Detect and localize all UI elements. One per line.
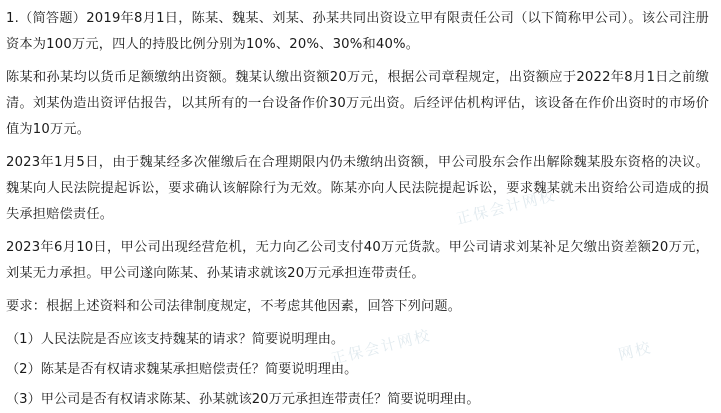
question-requirement-paragraph: 要求：根据上述资料和公司法律制度规定，不考虑其他因素，回答下列问题。 — [6, 299, 462, 314]
sub-question-2: （2）陈某是否有权请求魏某承担赔偿责任？简要说明理由。 — [6, 362, 358, 377]
question-stem-paragraph-4: 2023年6月10日，甲公司出现经营危机，无力向乙公司支付40万元货款。甲公司请求刘某补足欠缴出资差额20万元，刘某无力承担。甲公司遂向陈某、孙某请求就该20万元承担连带责任。 — [6, 240, 709, 281]
watermark-text: 网校 — [616, 338, 654, 364]
sub-question-3: （3）甲公司是否有权请求陈某、孙某就该20万元承担连带责任？简要说明理由。 — [6, 392, 480, 407]
watermark-text: 正保会计网校 — [329, 325, 433, 369]
question-stem-paragraph-3: 2023年1月5日，由于魏某经多次催缴后在合理期限内仍未缴纳出资额，甲公司股东会作出解除魏某股东资格的决议。魏某向人民法院提起诉讼，要求确认该解除行为无效。陈某亦向人民法院提起诉讼，要求魏某就未出资给公司造成的损失承担赔偿责任。 — [6, 155, 709, 222]
watermark-text: 正保会计网校 — [454, 185, 558, 229]
sub-question-1: （1）人民法院是否应该支持魏某的请求？简要说明理由。 — [6, 332, 345, 347]
question-stem-paragraph-2: 陈某和孙某均以货币足额缴纳出资额。魏某认缴出资额20万元，根据公司章程规定，出资额应于2022年8月1日之前缴清。刘某伪造出资评估报告，以其所有的一台设备作价30万元出资。后经评估机构评估，该设备在作价出资时的市场价值为10万元。 — [6, 70, 709, 137]
question-stem-paragraph-1: 1.（简答题）2019年8月1日，陈某、魏某、刘某、孙某共同出资设立甲有限责任公司（以下简称甲公司）。该公司注册资本为100万元，四人的持股比例分别为10%、20%、30%和40%。 — [6, 11, 709, 52]
